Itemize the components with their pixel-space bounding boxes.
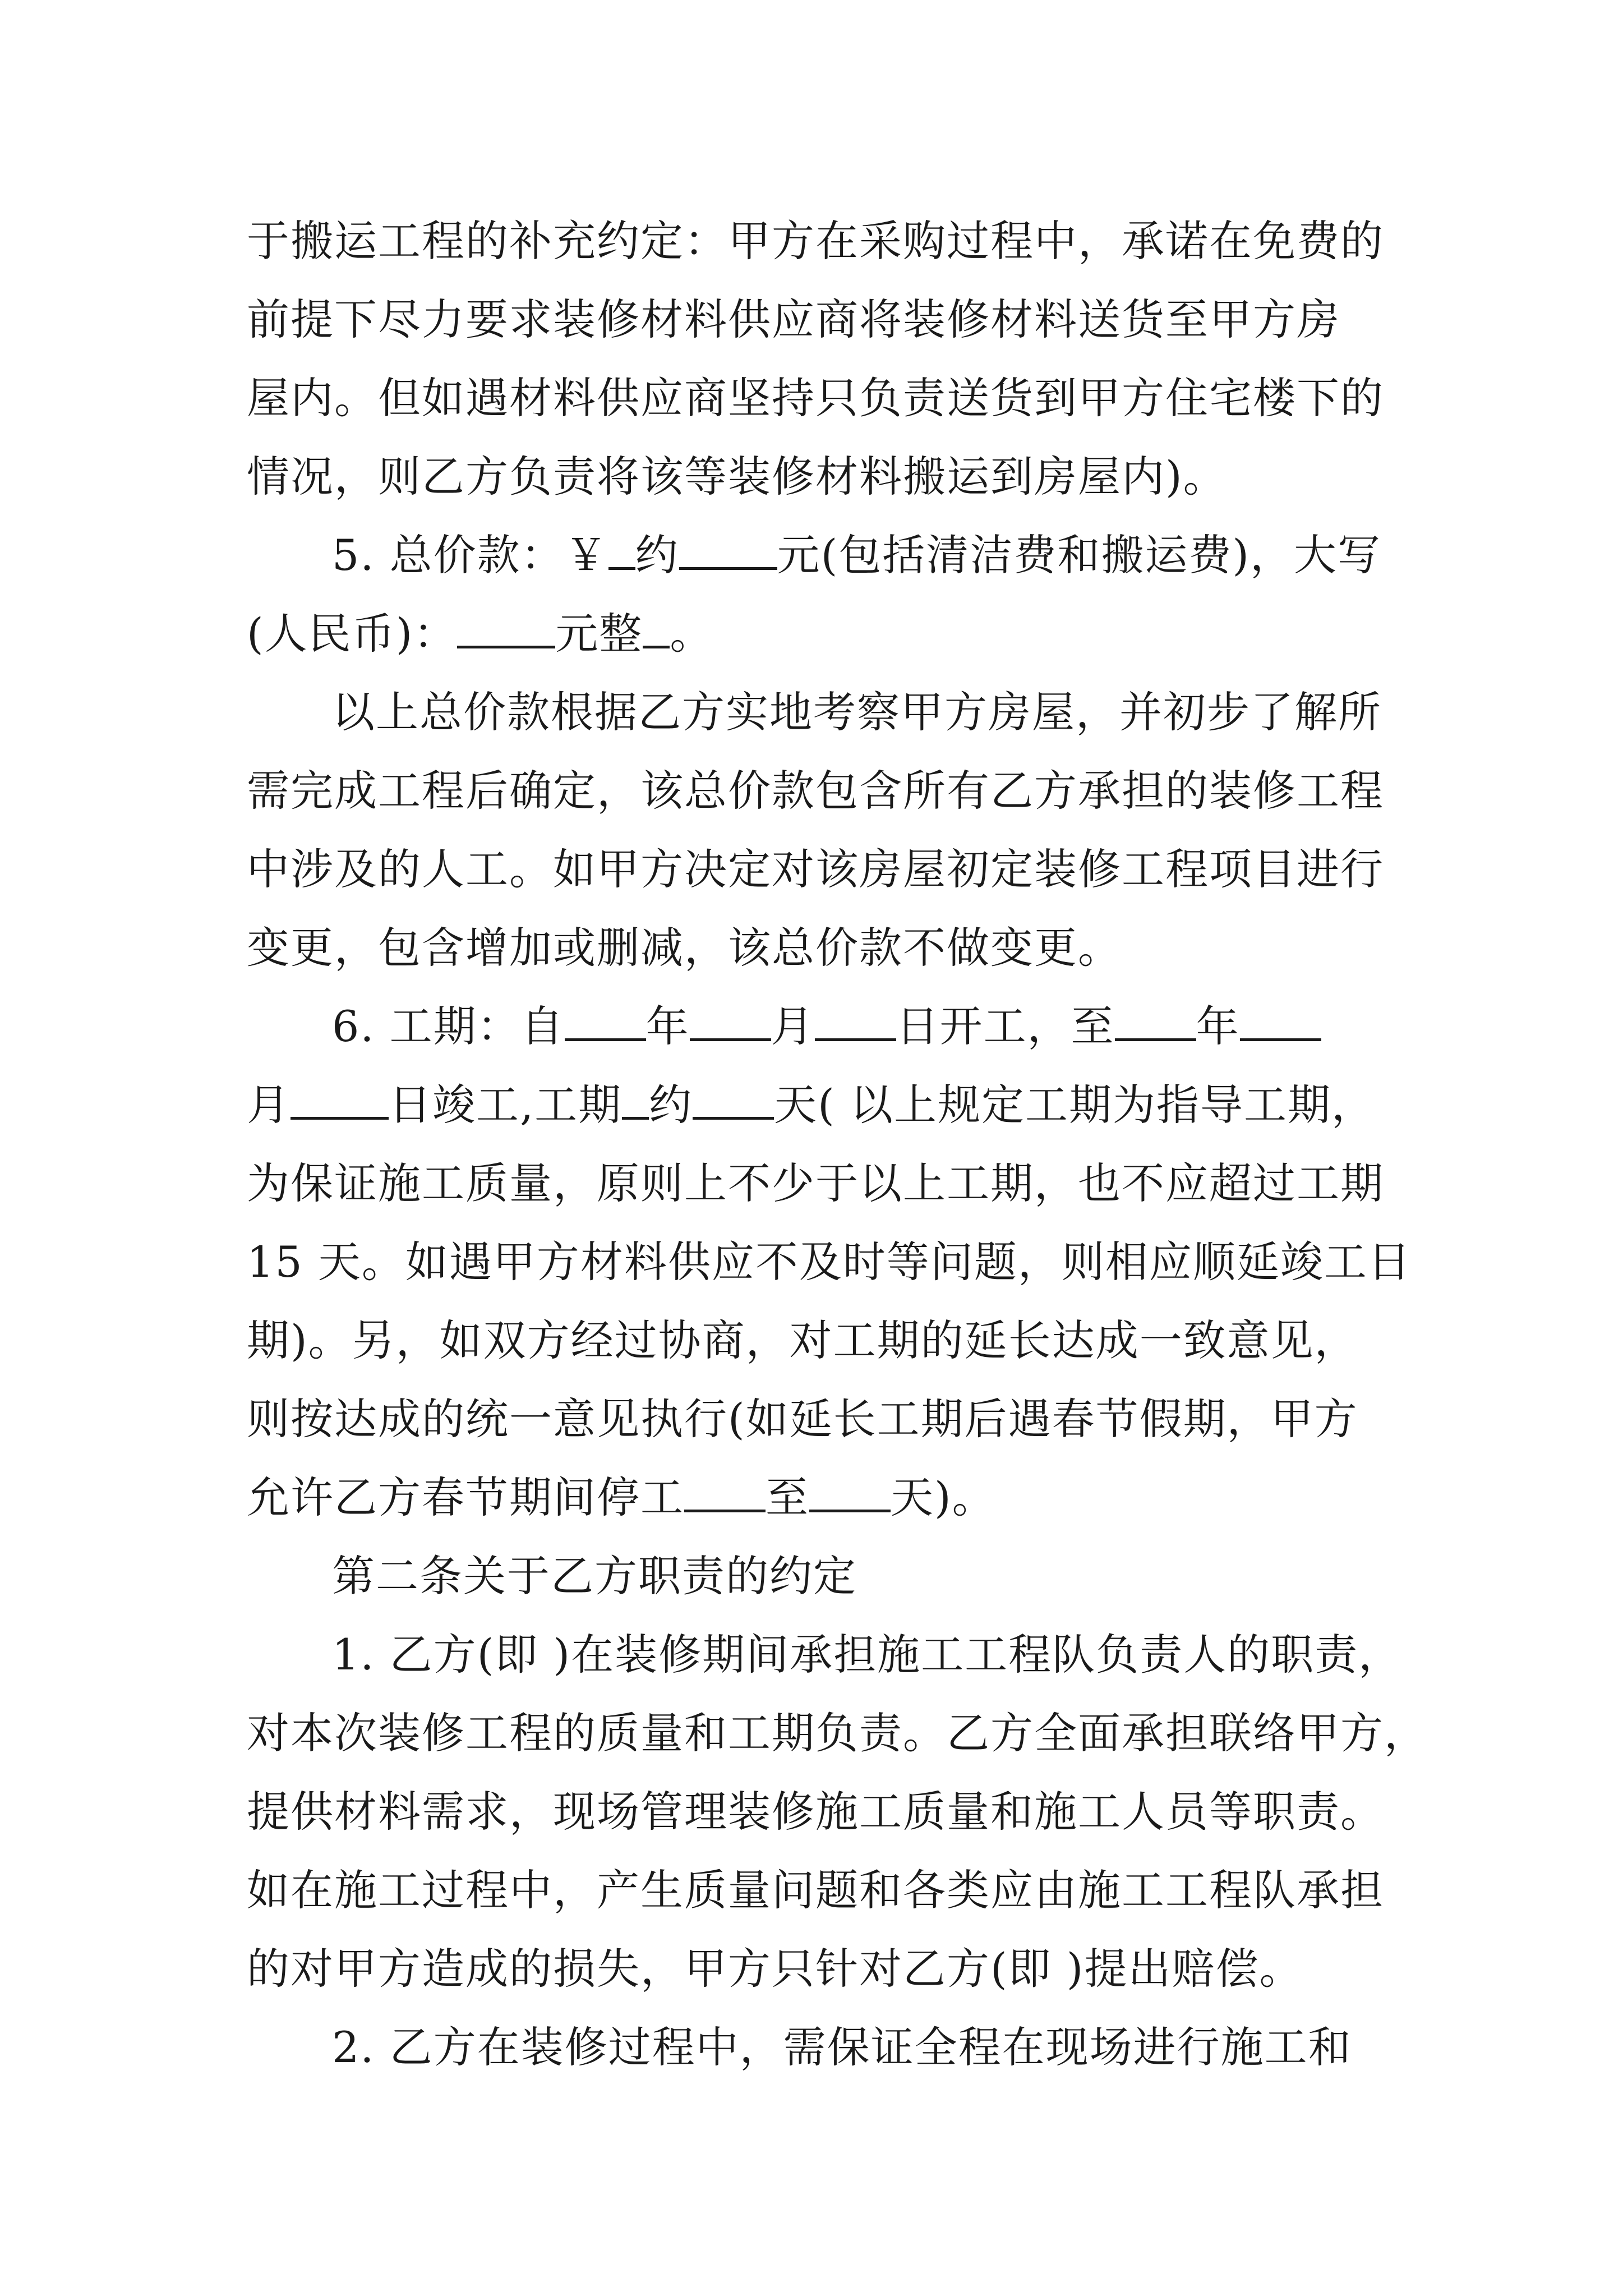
clause-text: 日开工，至 — [896, 1001, 1115, 1051]
clause-text: 允许乙方春节期间停工 — [247, 1473, 684, 1522]
clause-text: 年 — [645, 1001, 690, 1051]
paragraph-line: 1. 乙方(即 )在装修期间承担施工工程队负责人的职责， — [332, 1630, 1403, 1680]
clause-text: 天)。 — [891, 1473, 996, 1522]
paragraph-line: 于搬运工程的补充约定：甲方在采购过程中，承诺在免费的 — [247, 216, 1384, 266]
fill-in-blank — [608, 522, 635, 570]
paragraph-line: 对本次装修工程的质量和工期负责。乙方全面承担联络甲方， — [247, 1708, 1428, 1758]
fill-in-blank — [457, 601, 555, 648]
paragraph-line — [247, 595, 1380, 673]
clause-text: 天( 以上规定工期为指导工期， — [774, 1080, 1375, 1130]
clause-text: 约 — [635, 530, 679, 580]
paragraph-line: 2. 乙方在装修过程中，需保证全程在现场进行施工和 — [332, 2022, 1352, 2072]
fill-in-blank — [690, 993, 771, 1041]
clause-text: 5. 总价款：￥ — [332, 530, 608, 580]
clause-text: (人民币)： — [247, 609, 458, 659]
fill-in-blank — [684, 1465, 766, 1512]
paragraph-line: 屋内。但如遇材料供应商坚持只负责送货到甲方住宅楼下的 — [247, 373, 1384, 423]
paragraph-line: 需完成工程后确定，该总价款包含所有乙方承担的装修工程 — [247, 766, 1384, 816]
fill-in-blank — [622, 1072, 649, 1120]
fill-in-blank — [565, 993, 646, 1041]
clause-text: 元整 — [555, 609, 643, 659]
fill-in-blank — [1240, 993, 1321, 1041]
fill-in-blank — [643, 601, 670, 648]
paragraph-line: 提供材料需求，现场管理装修施工质量和施工人员等职责。 — [247, 1787, 1384, 1837]
clause-text: 至 — [766, 1473, 809, 1522]
section-heading: 第二条关于乙方职责的约定 — [332, 1551, 857, 1601]
fill-in-blank — [679, 522, 777, 570]
paragraph-line: 则按达成的统一意见执行(如延长工期后遇春节假期，甲方 — [247, 1394, 1358, 1444]
fill-in-blank — [693, 1072, 774, 1120]
clause-text: 月 — [771, 1001, 815, 1051]
paragraph-line: 情况，则乙方负责将该等装修材料搬运到房屋内)。 — [247, 452, 1227, 501]
clause-text: 日竣工,工期 — [389, 1080, 623, 1130]
paragraph-line — [247, 1458, 1380, 1537]
clause-text: 约 — [649, 1080, 693, 1130]
fill-in-blank — [291, 1072, 389, 1120]
paragraph-line: 期)。另，如双方经过协商，对工期的延长达成一致意见， — [247, 1315, 1358, 1365]
fill-in-blank — [815, 993, 896, 1041]
paragraph-line: 变更，包含增加或删减，该总价款不做变更。 — [247, 923, 1122, 973]
clause-text: 6. 工期：自 — [332, 1001, 565, 1051]
paragraph-line: 15 天。如遇甲方材料供应不及时等问题，则相应顺延竣工日 — [247, 1237, 1412, 1287]
paragraph-line: 为保证施工质量，原则上不少于以上工期，也不应超过工期 — [247, 1158, 1384, 1208]
clause-text: 年 — [1196, 1001, 1240, 1051]
clause-text: 。 — [670, 609, 714, 659]
paragraph-line: 以上总价款根据乙方实地考察甲方房屋，并初步了解所 — [332, 687, 1382, 737]
paragraph-line: 前提下尽力要求装修材料供应商将装修材料送货至甲方房 — [247, 295, 1340, 344]
document-body — [247, 202, 1428, 2087]
clause-text: 元(包括清洁费和搬运费)，大写 — [777, 530, 1381, 580]
paragraph-line: 的对甲方造成的损失，甲方只针对乙方(即 )提出赔偿。 — [247, 1944, 1303, 1994]
paragraph-line: 中涉及的人工。如甲方决定对该房屋初定装修工程项目进行 — [247, 844, 1384, 894]
fill-in-blank — [1115, 993, 1196, 1041]
total-price-clause — [247, 516, 1380, 595]
paragraph-line — [247, 1066, 1380, 1144]
schedule-clause — [247, 987, 1380, 1066]
fill-in-blank — [809, 1465, 891, 1512]
clause-text: 月 — [247, 1080, 291, 1130]
paragraph-line: 如在施工过程中，产生质量问题和各类应由施工工程队承担 — [247, 1865, 1384, 1915]
